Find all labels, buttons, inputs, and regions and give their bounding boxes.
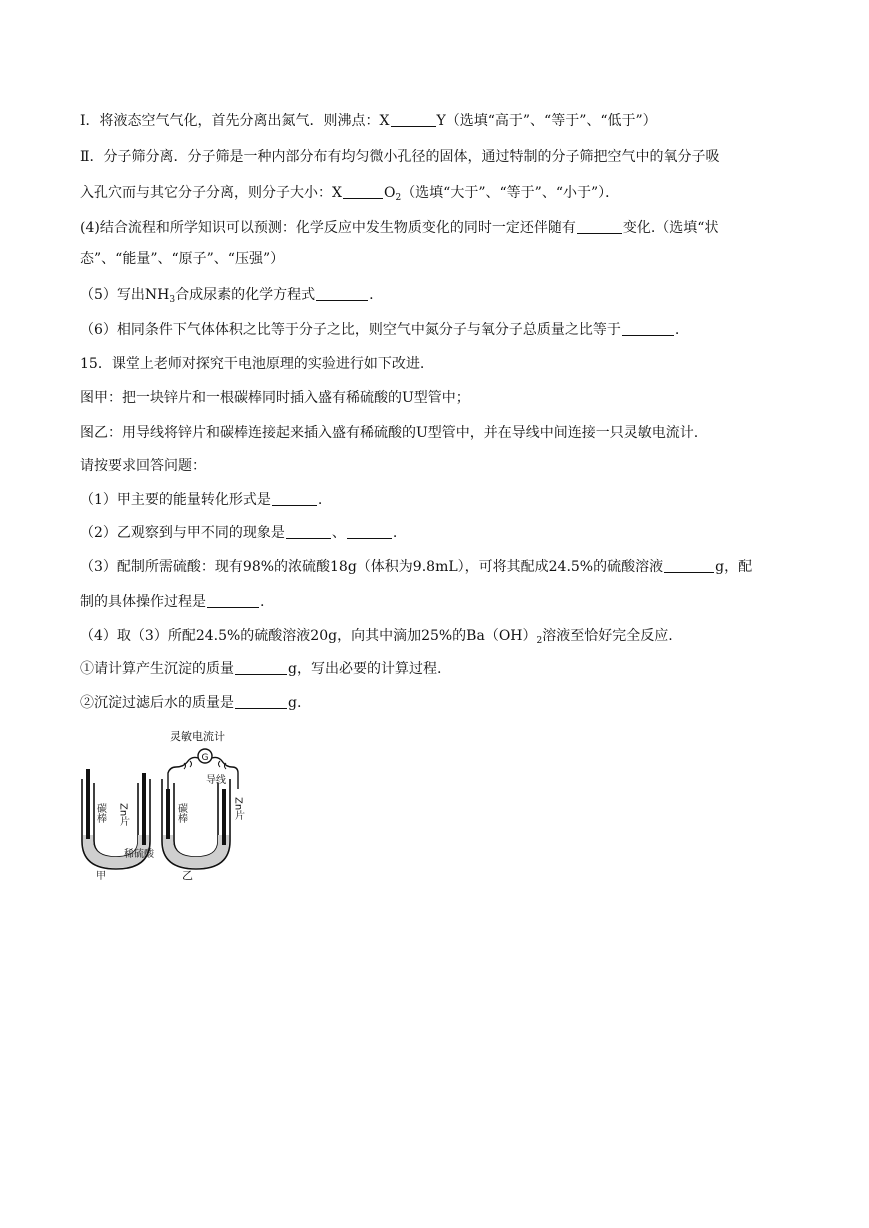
figure-yi-description: 图乙：用导线将锌片和碳棒连接起来插入盛有稀硫酸的U型管中，并在导线中间连接一只灵敏电流计. (80, 425, 699, 441)
carbon-rod-right (166, 789, 170, 839)
answer-blank[interactable] (343, 184, 383, 199)
answer-blank[interactable] (272, 491, 317, 506)
question-15-3-continued: 制的具体操作过程是 . (80, 594, 265, 610)
answer-blank[interactable] (207, 593, 259, 608)
answer-blank[interactable] (235, 694, 287, 709)
question-15-4: （4）取（3）所配24.5%的硫酸溶液20g，向其中滴加25%的$Ba(OH)_2$溶液至恰好完全反应. (80, 628, 673, 646)
carbon-rod-left-label: 碳棒 (94, 803, 106, 823)
answer-blank[interactable] (235, 660, 287, 675)
galvanometer-symbol: G (201, 753, 209, 763)
zinc-plate-right (222, 789, 226, 845)
answer-blank[interactable] (577, 219, 622, 234)
instruction-line: 请按要求回答问题： (80, 458, 206, 474)
answer-blank[interactable] (664, 558, 714, 573)
answer-blank[interactable] (316, 286, 368, 301)
question-15-4-1: ①请计算产生沉淀的质量 g，写出必要的计算过程. (80, 661, 442, 677)
galvanometer-label: 灵敏电流计 (170, 730, 225, 743)
wire-label: 导线 (206, 775, 226, 786)
question-line-boiling-point: Ⅰ．将液态空气气化，首先分离出氮气．则沸点：X Y（选填“高于”、“等于”、“低于”） (80, 113, 657, 129)
figure-jia-description: 图甲：把一块锌片和一根碳棒同时插入盛有稀硫酸的U型管中； (80, 390, 470, 406)
zinc-plate-left-label: Zn片 (117, 803, 129, 827)
question-line-molecular-sieve: Ⅱ．分子筛分离．分子筛是一种内部分布有均匀微小孔径的固体，通过特制的分子筛把空气中的氧分子吸 (80, 149, 720, 165)
answer-blank[interactable] (286, 524, 331, 539)
acid-label: 稀硫酸 (124, 849, 154, 860)
u-tube-experiment-figure (78, 723, 262, 881)
question-line-4: (4)结合流程和所学知识可以预测：化学反应中发生物质变化的同时一定还伴随有 变化.（选填“状 (80, 220, 719, 236)
zinc-plate-left (142, 773, 146, 845)
carbon-rod-left (86, 769, 90, 839)
caption-jia: 甲 (96, 871, 106, 881)
question-15-3: （3）配制所需硫酸：现有98%的浓硫酸18g（体积为9.8mL），可将其配成24.5%的硫酸溶液 g，配 (80, 559, 753, 575)
question-15-1: （1）甲主要的能量转化形式是 . (80, 492, 323, 508)
question-15-title: 15．课堂上老师对探究干电池原理的实验进行如下改进. (80, 356, 425, 372)
answer-blank[interactable] (622, 321, 674, 336)
question-line-5: （5）写出$NH_3$合成尿素的化学方程式 . (80, 287, 374, 305)
question-line-4-options: 态”、“能量”、“原子”、“压强”） (80, 251, 285, 267)
carbon-rod-right-label: 碳棒 (175, 803, 187, 823)
answer-blank[interactable] (347, 524, 392, 539)
question-15-2: （2）乙观察到与甲不同的现象是 、 . (80, 525, 398, 541)
answer-blank[interactable] (391, 112, 436, 127)
zinc-plate-right-label: Zn片 (232, 797, 244, 821)
question-15-4-2: ②沉淀过滤后水的质量是 g. (80, 695, 302, 711)
caption-yi: 乙 (182, 869, 193, 881)
u-tube-diagram (78, 723, 262, 881)
question-line-6: （6）相同条件下气体体积之比等于分子之比，则空气中氮分子与氧分子总质量之比等于 . (80, 322, 680, 338)
question-line-molecule-size: 入孔穴而与其它分子分离，则分子大小：X $O_2$（选填“大于”、“等于”、“小于”）． (80, 185, 620, 203)
wire-left (168, 757, 198, 789)
